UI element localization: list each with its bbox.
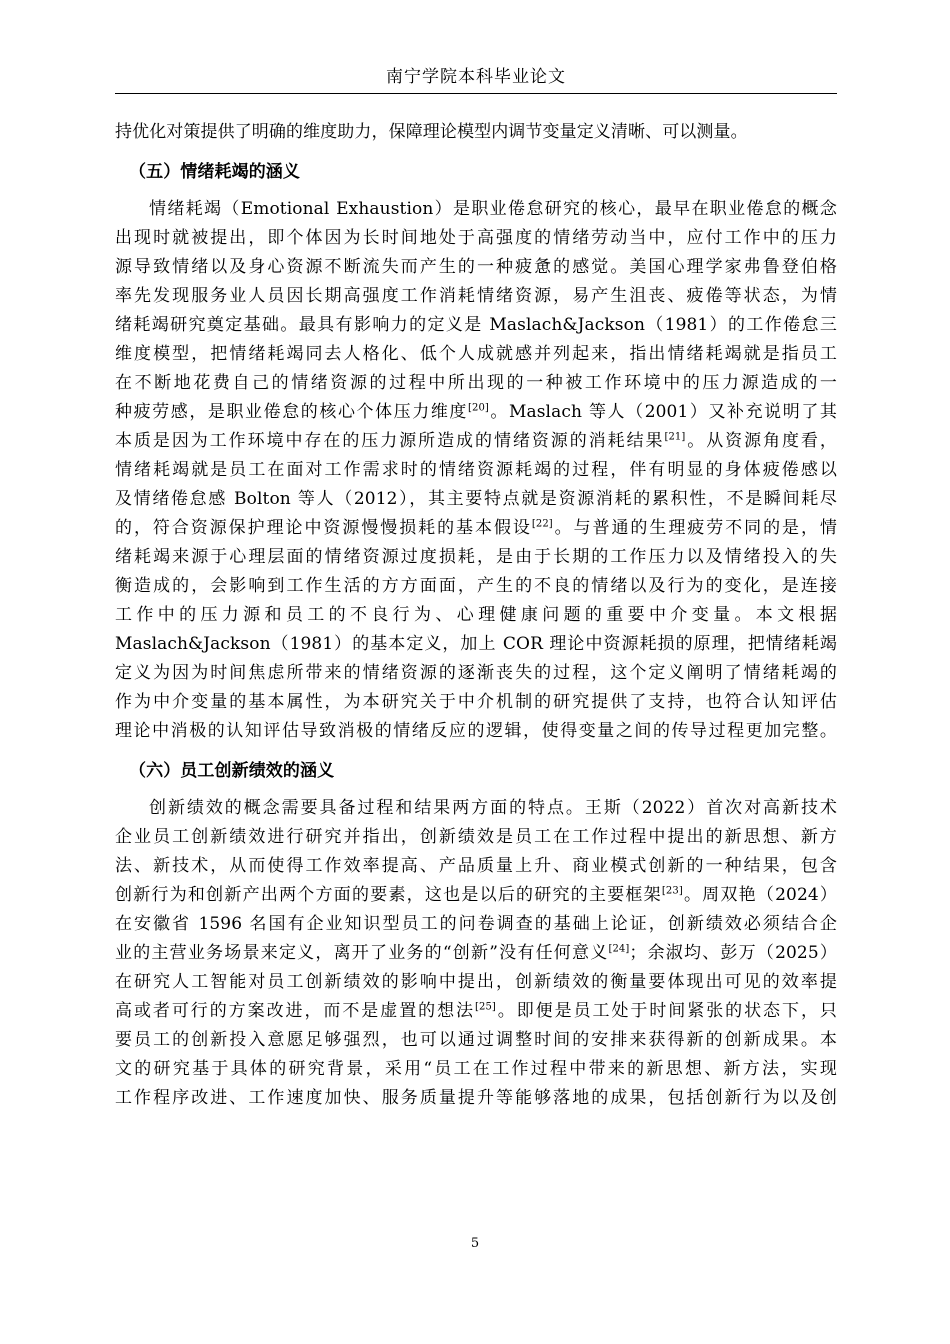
text-line-content: 创新绩效的概念需要具备过程和结果两方面的特点。王斯（2022）首次对高新技术 <box>149 798 837 818</box>
text-line-content: 率先发现服务业人员因长期高强度工作消耗情绪资源，易产生沮丧、疲倦等状态，为情 <box>115 286 837 306</box>
text-line <box>115 630 837 659</box>
text-line <box>115 340 837 369</box>
text-line-content: 高或者可行的方案改进，而不是虚置的想法 <box>115 1001 475 1021</box>
text-line-content: 。周双艳（2024） <box>682 885 837 905</box>
page-header: 南宁学院本科毕业论文 <box>386 67 566 87</box>
citation-ref: [22] <box>531 518 553 530</box>
body-text <box>115 118 837 1113</box>
text-line <box>115 427 837 456</box>
text-line-content: 的，符合资源保护理论中资源慢慢损耗的基本假设 <box>115 518 532 538</box>
text-line-content: 维度模型，把情绪耗竭同去人格化、低个人成就感并列起来，指出情绪耗竭就是指员工 <box>115 344 837 364</box>
section-heading <box>115 156 837 188</box>
text-line <box>115 881 837 910</box>
text-line <box>115 1055 837 1084</box>
text-line <box>115 968 837 997</box>
text-line-content: 出现时就被提出，即个体因为长时间地处于高强度的情绪劳动当中，应付工作中的压力 <box>115 228 837 248</box>
text-line <box>115 543 837 572</box>
text-line <box>115 253 837 282</box>
text-line <box>115 118 837 147</box>
text-line-content: 绪耗竭研究奠定基础。最具有影响力的定义是 Maslach&Jackson（1981）的工作倦怠三 <box>115 315 837 335</box>
text-line <box>115 398 837 427</box>
text-line-content: 及情绪倦怠感 Bolton 等人（2012），其主要特点就是资源消耗的累积性，不是瞬间耗尽 <box>115 489 837 509</box>
text-line <box>115 717 837 746</box>
text-line-content: 源导致情绪以及身心资源不断流失而产生的一种疲惫的感觉。美国心理学家弗鲁登伯格 <box>115 257 837 277</box>
text-line-content: 本质是因为工作环境中存在的压力源所造成的情绪资源的消耗结果 <box>115 431 665 451</box>
text-line-content: 在安徽省 1596 名国有企业知识型员工的问卷调查的基础上论证，创新绩效必须结合企 <box>115 914 837 934</box>
section-heading <box>115 755 837 787</box>
citation-ref: [25] <box>475 1001 496 1013</box>
text-line <box>115 688 837 717</box>
text-line-content: 。即便是员工处于时间紧张的状态下，只 <box>495 1001 837 1021</box>
text-line <box>115 311 837 340</box>
text-line <box>115 852 837 881</box>
text-line-content: 。与普通的生理疲劳不同的是，情 <box>552 518 837 538</box>
text-line <box>115 456 837 485</box>
text-line-content: 在研究人工智能对员工创新绩效的影响中提出，创新绩效的衡量要体现出可见的效率提 <box>115 972 837 992</box>
citation-ref: [23] <box>661 885 683 897</box>
section-heading-text: （六）员工创新绩效的涵义 <box>129 761 335 781</box>
text-line <box>115 514 837 543</box>
text-line-content: 情绪耗竭就是员工在面对工作需求时的情绪资源耗竭的过程，伴有明显的身体疲倦感以 <box>115 460 837 480</box>
text-line-content: 定义为因为时间焦虑所带来的情绪资源的逐渐丧失的过程，这个定义阐明了情绪耗竭的 <box>115 663 837 683</box>
text-line-content: 衡造成的，会影响到工作生活的方方面面，产生的不良的情绪以及行为的变化，是连接 <box>115 576 837 596</box>
text-line <box>115 195 837 224</box>
text-line-content: 要员工的创新投入意愿足够强烈，也可以通过调整时间的安排来获得新的创新成果。本 <box>115 1030 837 1050</box>
header-rule <box>115 93 837 94</box>
text-line <box>115 369 837 398</box>
text-line <box>115 282 837 311</box>
text-line-content: 文的研究基于具体的研究背景，采用“员工在工作过程中带来的新思想、新方法，实现 <box>115 1059 837 1079</box>
citation-ref: [21] <box>664 431 686 443</box>
text-line-content: ；余淑均、彭万（2025） <box>629 943 837 963</box>
text-line <box>115 601 837 630</box>
text-line-content: 绪耗竭来源于心理层面的情绪资源过度损耗，是由于长期的工作压力以及情绪投入的失 <box>115 547 837 567</box>
text-line-content: 种疲劳感，是职业倦怠的核心个体压力维度 <box>115 402 468 422</box>
text-line <box>115 794 837 823</box>
text-line <box>115 485 837 514</box>
text-line <box>115 823 837 852</box>
text-line <box>115 1026 837 1055</box>
citation-ref: [24] <box>608 943 630 955</box>
text-line-content: 。从资源角度看， <box>685 431 837 451</box>
text-line-content: 工作中的压力源和员工的不良行为、心理健康问题的重要中介变量。本文根据 <box>115 605 837 625</box>
text-line-content: 作为中介变量的基本属性，为本研究关于中介机制的研究提供了支持，也符合认知评估 <box>115 692 837 712</box>
citation-ref: [20] <box>468 402 489 414</box>
text-line-content: 理论中消极的认知评估导致消极的情绪反应的逻辑，使得变量之间的传导过程更加完整。 <box>115 721 837 741</box>
text-line-content: 情绪耗竭（Emotional Exhaustion）是职业倦怠研究的核心，最早在职业倦怠的概念 <box>149 199 837 219</box>
text-line-content: 工作程序改进、工作速度加快、服务质量提升等能够落地的成果，包括创新行为以及创 <box>115 1088 837 1108</box>
text-line-content: 持优化对策提供了明确的维度助力，保障理论模型内调节变量定义清晰、可以测量。 <box>115 122 748 142</box>
text-line-content: 业的主营业务场景来定义，离开了业务的“创新”没有任何意义 <box>115 943 609 963</box>
text-line-content: 企业员工创新绩效进行研究并指出，创新绩效是员工在工作过程中提出的新思想、新方 <box>115 827 837 847</box>
page-number: 5 <box>470 1236 480 1251</box>
text-line-content: 创新行为和创新产出两个方面的要素，这也是以后的研究的主要框架 <box>115 885 662 905</box>
text-line <box>115 939 837 968</box>
text-line <box>115 224 837 253</box>
section-heading-text: （五）情绪耗竭的涵义 <box>129 162 300 182</box>
text-line-content: 法、新技术，从而使得工作效率提高、产品质量上升、商业模式创新的一种结果，包含 <box>115 856 837 876</box>
text-line <box>115 910 837 939</box>
text-line <box>115 572 837 601</box>
text-line-content: 在不断地花费自己的情绪资源的过程中所出现的一种被工作环境中的压力源造成的一 <box>115 373 837 393</box>
text-line <box>115 1084 837 1113</box>
text-line <box>115 659 837 688</box>
text-line <box>115 997 837 1026</box>
text-line-content: Maslach&Jackson（1981）的基本定义，加上 COR 理论中资源耗损的原理，把情绪耗竭 <box>115 634 837 654</box>
text-line-content: 。Maslach 等人（2001）又补充说明了其 <box>488 402 837 422</box>
